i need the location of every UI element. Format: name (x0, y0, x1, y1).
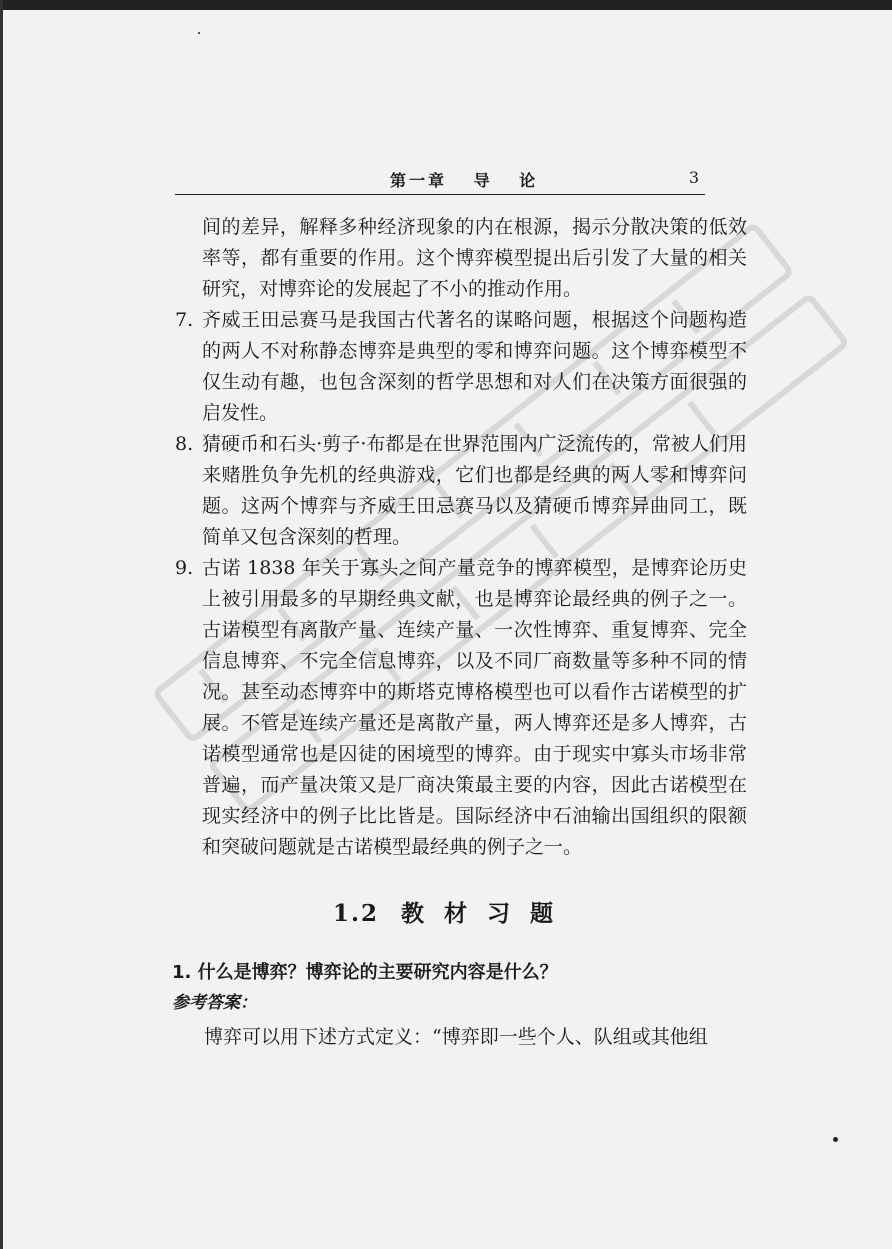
section-title: 教 材 习 题 (400, 900, 560, 927)
exercise-question: 1. 什么是博弈？博弈论的主要研究内容是什么？ (172, 962, 558, 983)
item-text: 齐威王田忌赛马是我国古代著名的谋略问题，根据这个问题构造的两人不对称静态博弈是典型的零和博弈问题。这个博弈模型不仅生动有趣，也包含深刻的哲学思想和对人们在决策方面很强的启发性。 (202, 309, 747, 424)
item-number: 8. (175, 433, 194, 455)
exercise-block (172, 958, 752, 1053)
answer-text: 博弈可以用下述方式定义：“博弈即一些个人、队组或其他组 (204, 1026, 708, 1048)
list-item (175, 553, 747, 863)
reference-answer-label: 参考答案： (172, 993, 257, 1013)
section-number: 1.2 (332, 900, 379, 927)
continuation-paragraph: 间的差异，解释多种经济现象的内在根源，揭示分散决策的低效率等，都有重要的作用。这个博弈模型提出后引发了大量的相关研究，对博弈论的发展起了不小的推动作用。 (202, 216, 747, 300)
scan-speck (833, 1137, 838, 1142)
scan-speck (198, 32, 200, 34)
chapter-title: 第一章 导 论 (390, 171, 539, 190)
item-text: 古诺 1838 年关于寡头之间产量竞争的博弈模型，是博弈论历史上被引用最多的早期经典文献，也是博弈论最经典的例子之一。古诺模型有离散产量、连续产量、一次性博弈、重复博弈、完全信息博弈、不完全信息博弈，以及不同厂商数量等多种不同的情况。甚至动态博弈中的斯塔克博格模型也可以看作古诺模型的扩展。不管是连续产量还是离散产量，两人博弈还是多人博弈，古诺模型通常也是囚徒的困境型的博弈。由于现实中寡头市场非常普遍，而产量决策又是厂商决策最主要的内容，因此古诺模型在现实经济中的例子比比皆是。国际经济中石油输出国组织的限额和突破问题就是古诺模型最经典的例子之一。 (202, 557, 747, 858)
page-number: 3 (688, 168, 699, 187)
running-head (175, 168, 705, 196)
header-rule (175, 194, 705, 195)
section-heading (0, 895, 892, 928)
list-item (175, 305, 747, 429)
item-number: 9. (175, 557, 194, 579)
item-text: 猜硬币和石头·剪子·布都是在世界范围内广泛流传的，常被人们用来赌胜负争先机的经典游戏，它们也都是经典的两人零和博弈问题。这两个博弈与齐威王田忌赛马以及猜硬币博弈异曲同工，既简单又包含深刻的哲理。 (202, 433, 747, 548)
scan-left-edge (0, 0, 3, 1249)
item-number: 7. (175, 309, 194, 331)
scan-top-edge (0, 0, 892, 10)
body-text (175, 212, 747, 863)
list-item (175, 429, 747, 553)
